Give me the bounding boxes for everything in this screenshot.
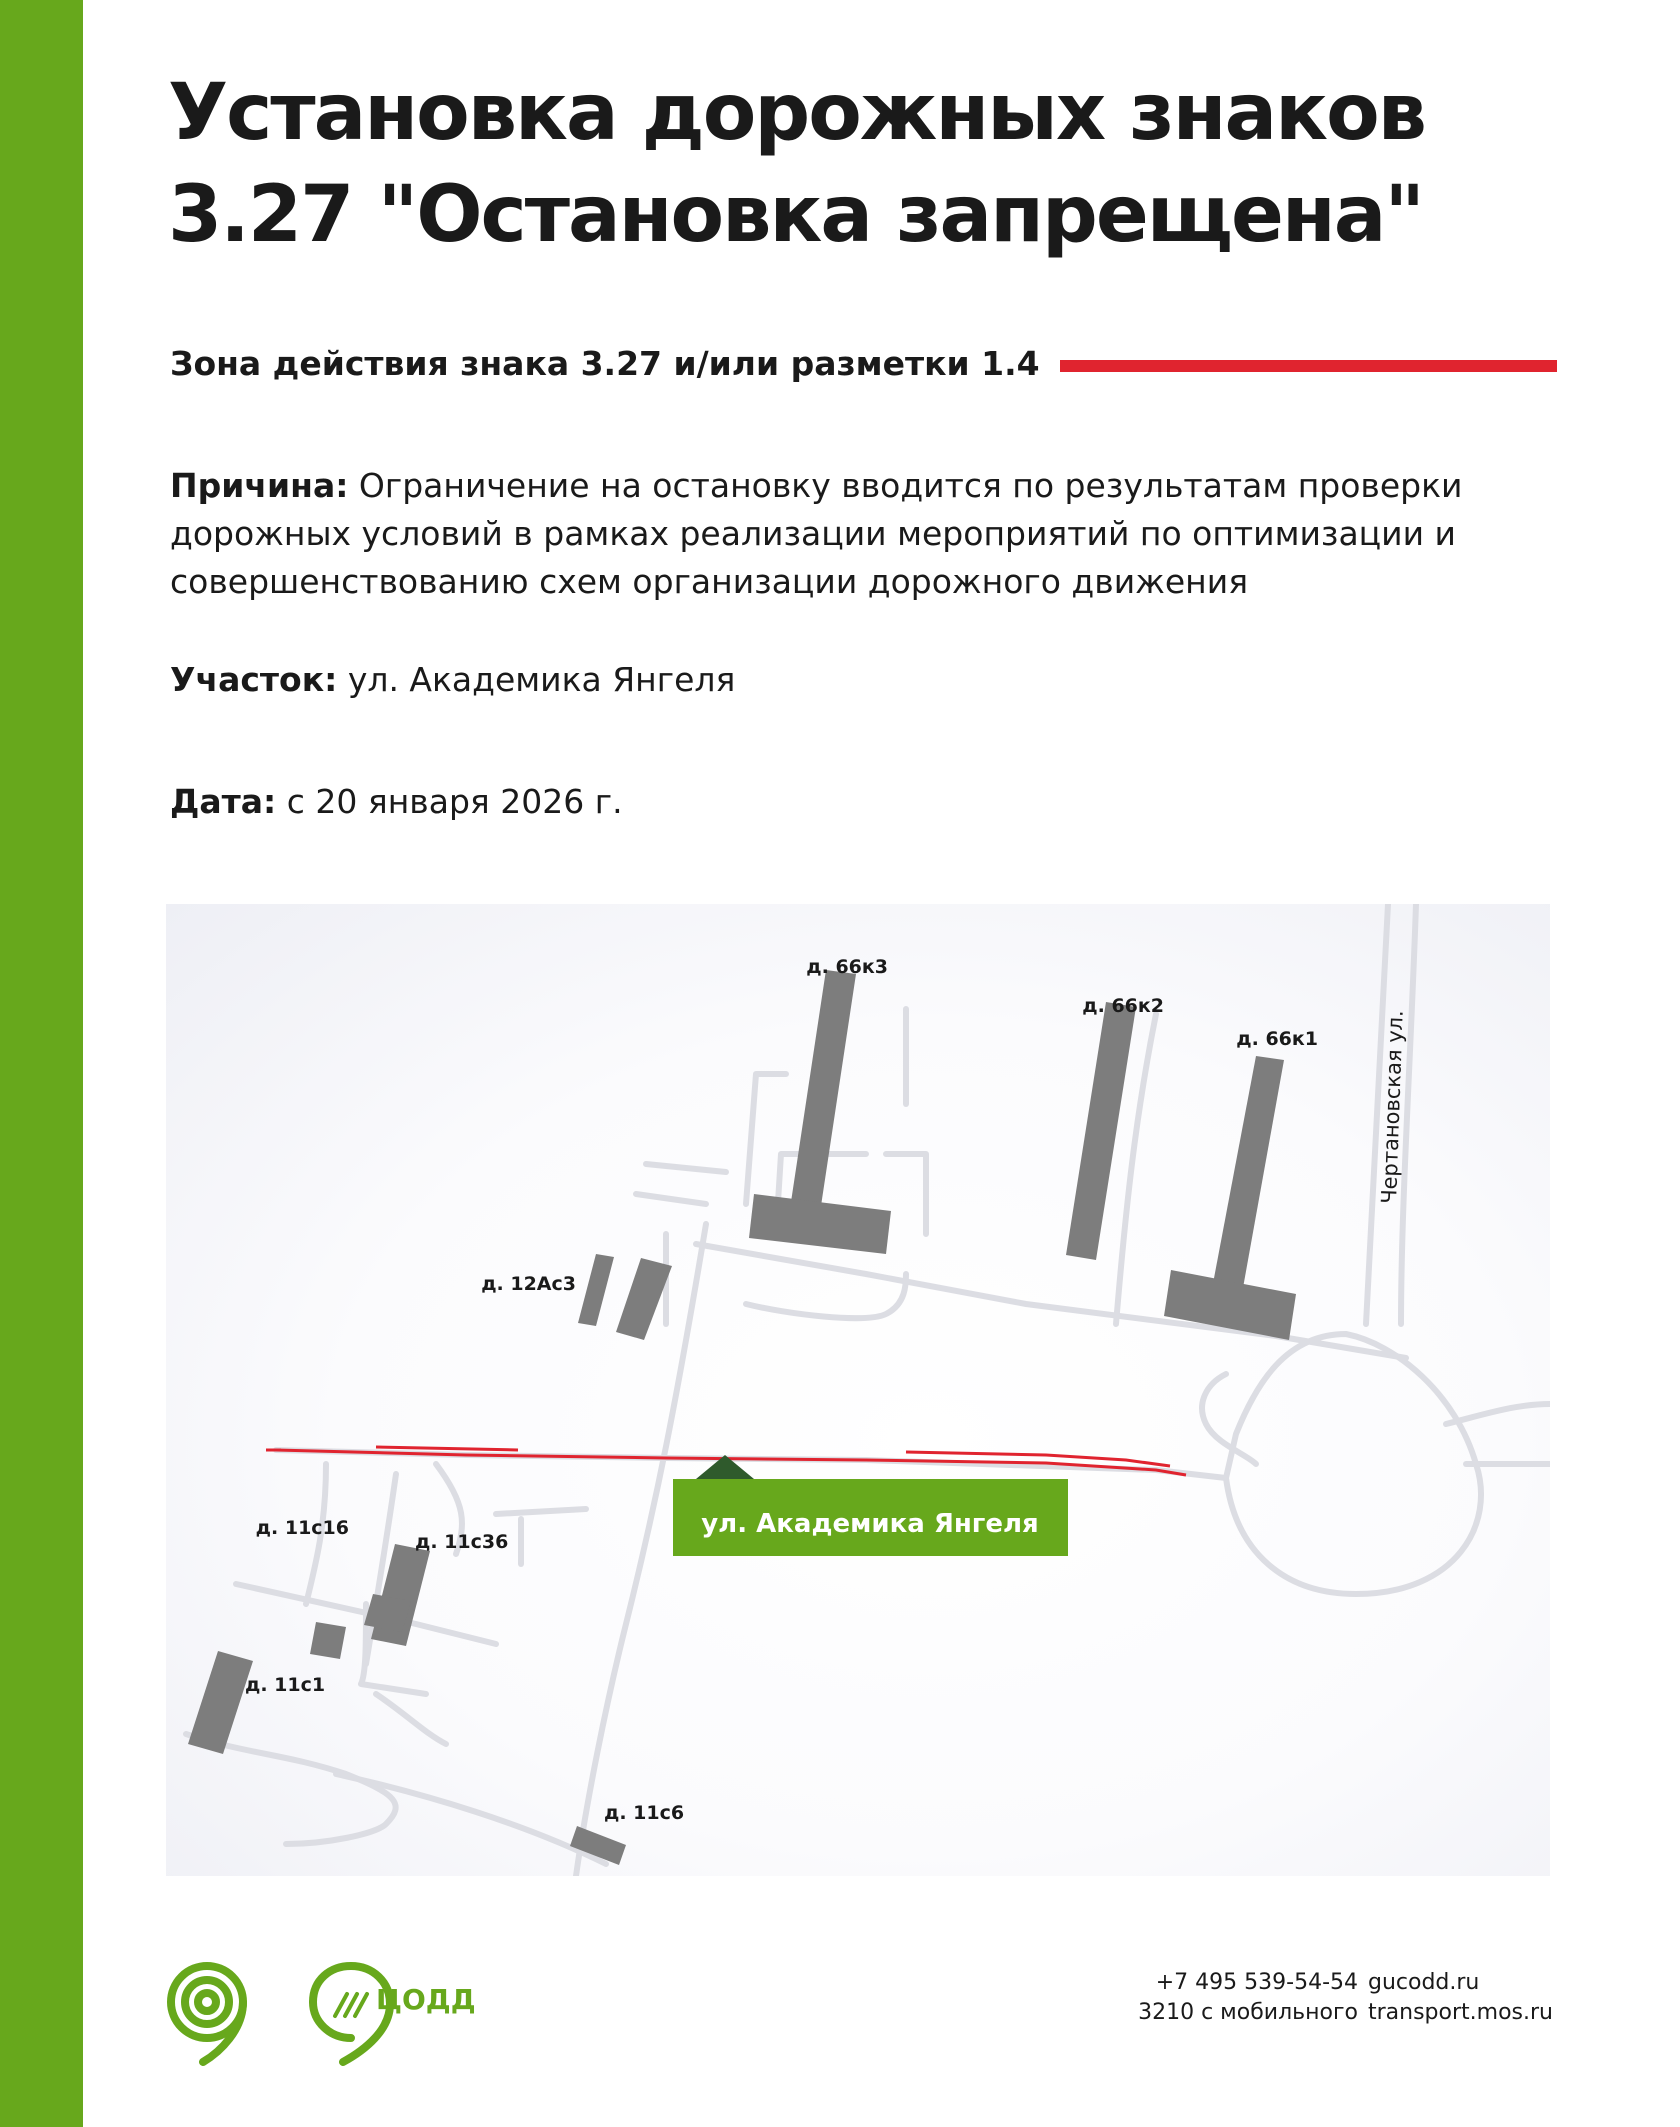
scheme-map xyxy=(166,904,1550,1876)
date-text: с 20 января 2026 г. xyxy=(276,782,623,821)
footer-phone[interactable]: +7 495 539-54-54 xyxy=(1155,1970,1358,1995)
label-chertanovskaya: Чертановская ул. xyxy=(1377,1009,1408,1205)
road-service-7 xyxy=(746,1274,906,1318)
label-66k2: д. 66к2 xyxy=(1082,995,1164,1017)
label-11c1: д. 11с1 xyxy=(245,1674,326,1696)
page-title-line-1: Установка дорожных знаков xyxy=(168,68,1426,158)
footer-mobile: 3210 с мобильного xyxy=(1138,2000,1358,2025)
footer-phones xyxy=(1100,1968,1358,2028)
road-roundabout xyxy=(1226,1334,1481,1594)
road-network xyxy=(186,904,1550,1876)
buildings xyxy=(188,970,1296,1865)
date-paragraph xyxy=(170,778,1570,826)
label-11c36: д. 11с36 xyxy=(415,1531,509,1553)
green-side-bar xyxy=(0,0,83,2127)
reason-paragraph xyxy=(170,462,1570,606)
road-upper-diagonal xyxy=(696,1244,1406,1358)
building-66k3-tower xyxy=(786,970,856,1239)
codd-brand-name: ЦОДД xyxy=(376,1983,476,2016)
legend-red-line xyxy=(1060,360,1557,372)
section-paragraph xyxy=(170,656,1570,704)
road-service-2 xyxy=(636,1194,706,1204)
page-title-line-2: 3.27 "Остановка запрещена" xyxy=(168,170,1424,260)
road-sw-6 xyxy=(376,1694,446,1744)
building-66k3-base xyxy=(749,1194,891,1254)
label-66k1: д. 66к1 xyxy=(1236,1028,1318,1050)
restriction-line-short xyxy=(376,1447,518,1450)
road-service-1 xyxy=(646,1164,726,1172)
label-12Ac3: д. 12Ас3 xyxy=(481,1273,576,1295)
building-12Ac3-left xyxy=(578,1254,614,1326)
date-label: Дата: xyxy=(170,782,277,821)
footer-site-gucodd[interactable]: gucodd.ru xyxy=(1368,1970,1480,1995)
section-text: ул. Академика Янгеля xyxy=(337,660,736,699)
label-66k3: д. 66к3 xyxy=(806,956,888,978)
legend xyxy=(170,342,1560,386)
moscow-transport-logo-icon xyxy=(171,1966,243,2062)
reason-label: Причина: xyxy=(170,466,349,505)
label-11c16: д. 11с16 xyxy=(255,1517,349,1539)
road-service-9 xyxy=(1202,1374,1256,1464)
footer-sites xyxy=(1368,1968,1553,2028)
building-11c16 xyxy=(310,1622,346,1659)
reason-text: Ограничение на остановку вводится по результатам проверки дорожных условий в рамках реализации мероприятий по оптимизации и совершенствованию схем организации дорожного движения xyxy=(170,466,1463,601)
building-66k1-tower xyxy=(1211,1056,1284,1299)
label-11c6: д. 11с6 xyxy=(604,1802,685,1824)
section-label: Участок: xyxy=(170,660,338,699)
map-drawing xyxy=(166,904,1550,1876)
road-service-5 xyxy=(886,1154,926,1234)
road-east-2 xyxy=(1446,1404,1550,1424)
legend-label: Зона действия знака 3.27 и/или разметки 1.4 xyxy=(170,344,1040,383)
footer-site-transport[interactable]: transport.mos.ru xyxy=(1368,2000,1553,2025)
building-11c1 xyxy=(188,1651,253,1754)
street-callout-label: ул. Академика Янгеля xyxy=(701,1509,1039,1539)
page-title xyxy=(168,62,1618,266)
road-sw-9 xyxy=(496,1509,586,1514)
